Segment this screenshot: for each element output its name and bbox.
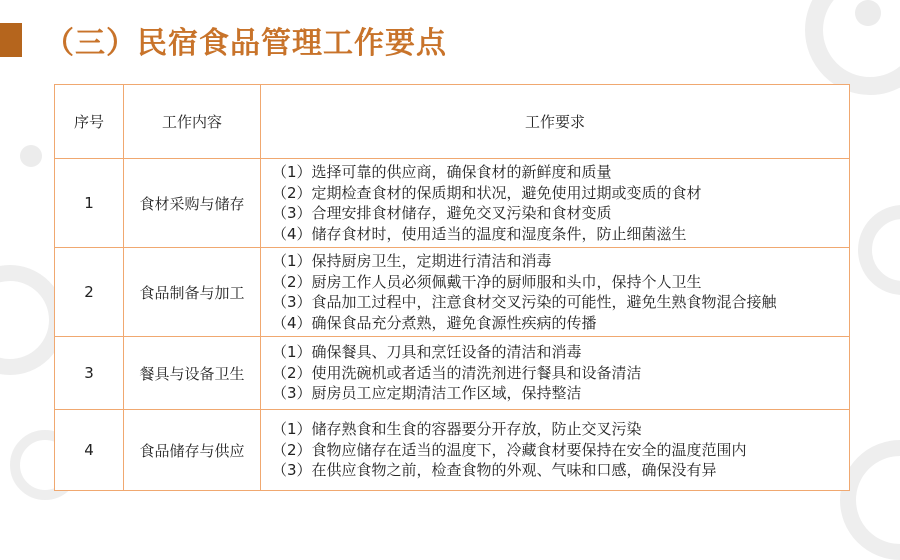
requirement-line: （1）储存熟食和生食的容器要分开存放，防止交叉污染 [272, 420, 642, 439]
requirement-line: （1）选择可靠的供应商，确保食材的新鲜度和质量 [272, 163, 612, 181]
row-requirements [261, 410, 850, 491]
table-header-row [55, 85, 850, 159]
table-row [55, 337, 850, 410]
decorative-dot-top [855, 0, 881, 26]
row-content: 食材采购与储存 [124, 159, 261, 248]
page-title: （三）民宿食品管理工作要点 [44, 26, 447, 61]
header-serial-number: 序号 [55, 85, 124, 159]
row-content: 食品制备与加工 [124, 248, 261, 337]
requirement-line: （3）食品加工过程中，注意食材交叉污染的可能性，避免生熟食物混合接触 [272, 293, 777, 311]
requirement-line: （3）厨房员工应定期清洁工作区域，保持整洁 [272, 384, 582, 403]
requirement-line: （1）确保餐具、刀具和烹饪设备的清洁和消毒 [272, 343, 582, 362]
requirement-line: （3）合理安排食材储存，避免交叉污染和食材变质 [272, 204, 612, 222]
row-content: 餐具与设备卫生 [124, 337, 261, 410]
row-requirements [261, 159, 850, 248]
requirement-line: （2）使用洗碗机或者适当的清洗剂进行餐具和设备清洁 [272, 363, 642, 382]
row-number: 3 [55, 337, 124, 410]
requirement-line: （4）储存食材时，使用适当的温度和湿度条件，防止细菌滋生 [272, 224, 687, 243]
requirement-line: （2）食物应储存在适当的温度下，冷藏食材要保持在安全的温度范围内 [272, 440, 747, 459]
row-number: 1 [55, 159, 124, 248]
row-requirements [261, 337, 850, 410]
requirement-line: （2）定期检查食材的保质期和状况，避免使用过期或变质的食材 [272, 183, 702, 202]
row-number: 4 [55, 410, 124, 491]
work-requirements-table [54, 84, 850, 491]
decorative-ring-top-right [805, 0, 900, 95]
table-row [55, 159, 850, 248]
header-work-requirements: 工作要求 [261, 85, 850, 159]
decorative-ring-right-mid [858, 205, 900, 295]
header-work-content: 工作内容 [124, 85, 261, 159]
requirement-line: （4）确保食品充分煮熟，避免食源性疾病的传播 [272, 313, 597, 332]
requirement-line: （2）厨房工作人员必须佩戴干净的厨师服和头巾，保持个人卫生 [272, 272, 702, 291]
row-requirements [261, 248, 850, 337]
row-content: 食品储存与供应 [124, 410, 261, 491]
decorative-dot-left [20, 145, 42, 167]
table-row [55, 248, 850, 337]
row-number: 2 [55, 248, 124, 337]
title-accent-bar [0, 23, 22, 57]
requirement-line: （1）保持厨房卫生，定期进行清洁和消毒 [272, 252, 552, 270]
table-row [55, 410, 850, 491]
requirement-line: （3）在供应食物之前，检查食物的外观、气味和口感，确保没有异 [272, 461, 717, 480]
